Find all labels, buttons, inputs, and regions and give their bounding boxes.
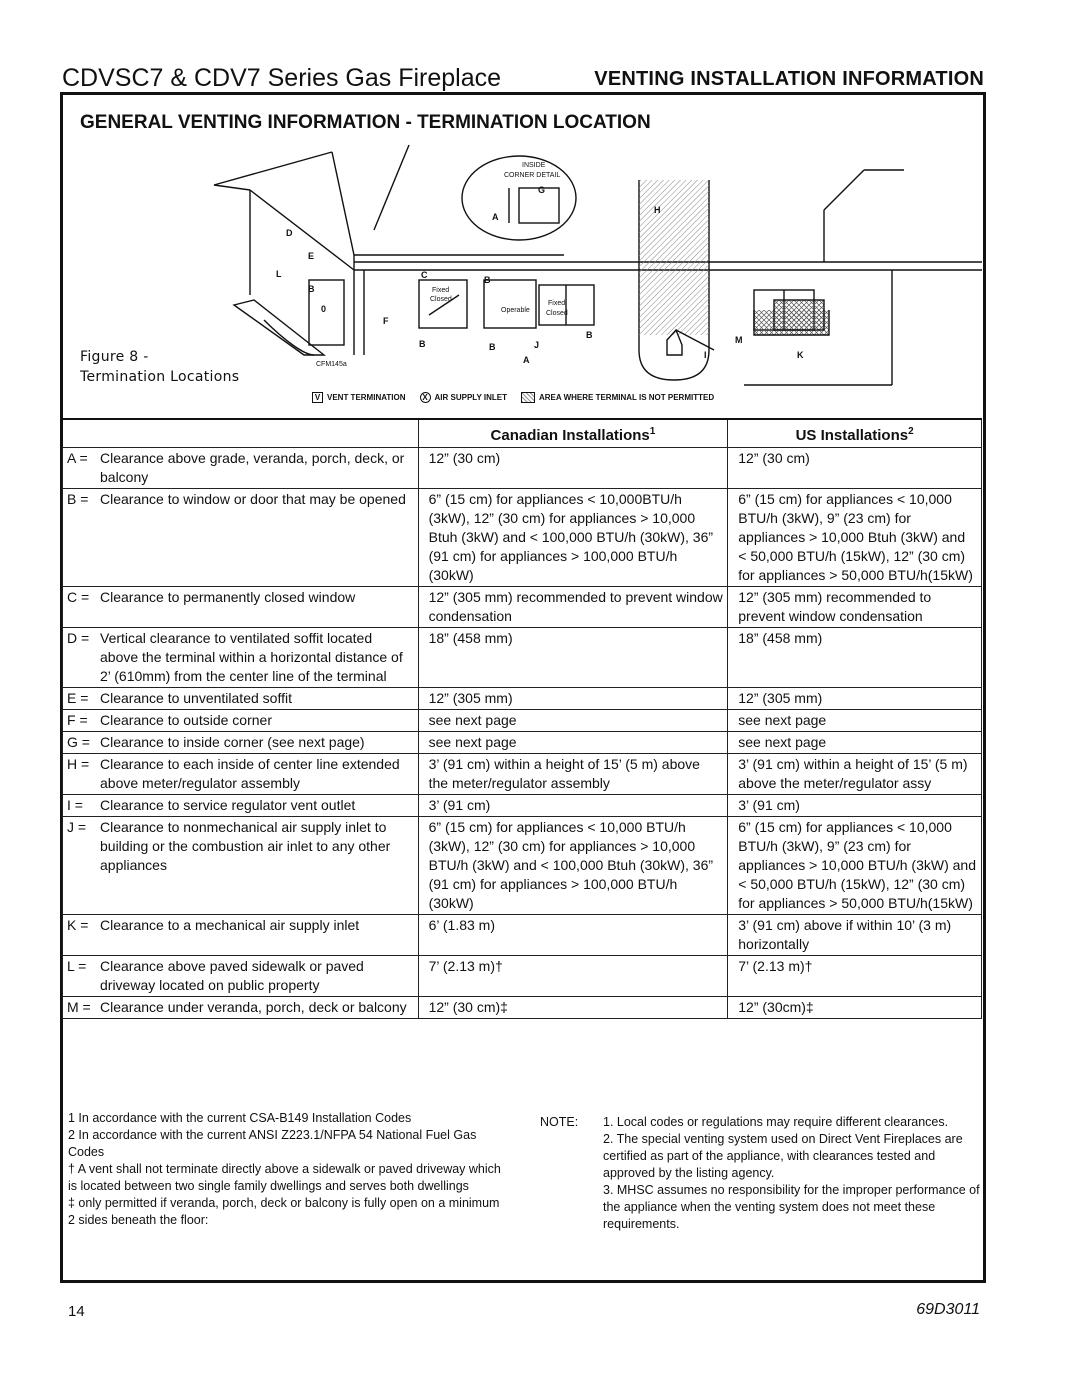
table-row bbox=[63, 710, 982, 732]
operable-label: Operable bbox=[501, 307, 530, 314]
figure-caption bbox=[80, 347, 239, 387]
table-row bbox=[63, 997, 982, 1019]
canadian-value: 12” (305 mm) recommended to prevent window condensation bbox=[418, 587, 728, 628]
row-label-cell bbox=[63, 732, 419, 754]
note-2: 2. The special venting system used on Direct Vent Fireplaces are certified as part of the appliance, with clearances tested and approved by the listing agency. bbox=[603, 1132, 963, 1180]
canadian-value: 6’ (1.83 m) bbox=[418, 915, 728, 956]
row-key: G = bbox=[67, 734, 90, 750]
canadian-value: 3’ (91 cm) within a height of 15’ (5 m) above the meter/regulator assembly bbox=[418, 754, 728, 795]
canadian-value: 18” (458 mm) bbox=[418, 628, 728, 688]
canadian-value: 12” (30 cm)‡ bbox=[418, 997, 728, 1019]
label-f: F bbox=[383, 316, 389, 326]
row-key: K = bbox=[67, 917, 89, 933]
inset-title-1: INSIDE bbox=[522, 162, 546, 169]
row-label: Clearance to a mechanical air supply inlet bbox=[100, 917, 360, 933]
us-value: 6” (15 cm) for appliances < 10,000 BTU/h (3kW), 9” (23 cm) for appliances > 10,000 Btuh (3kW) and < 50,000 BTU/h (15kW), 12” (30 cm) for appliances > 50,000 BTU/h(15kW) bbox=[728, 489, 982, 587]
row-label-cell bbox=[63, 587, 419, 628]
closed-label-2: Closed bbox=[546, 310, 568, 317]
label-zero: 0 bbox=[321, 304, 327, 314]
us-value: 7’ (2.13 m)† bbox=[728, 956, 982, 997]
note-1: 1. Local codes or regulations may require different clearances. bbox=[603, 1115, 949, 1129]
row-label: Clearance above grade, veranda, porch, deck, or balcony bbox=[100, 450, 405, 485]
footnote-dagger: † A vent shall not terminate directly above a sidewalk or paved driveway which is located between two single family dwellings and serves both dwellings bbox=[68, 1162, 501, 1193]
label-b-low2: B bbox=[489, 342, 496, 352]
us-value: 3’ (91 cm) above if within 10’ (3 m) horizontally bbox=[728, 915, 982, 956]
section-header: VENTING INSTALLATION INFORMATION bbox=[594, 68, 984, 90]
label-c: C bbox=[421, 270, 428, 280]
clearance-table bbox=[62, 418, 982, 1019]
table-row bbox=[63, 956, 982, 997]
table-row bbox=[63, 489, 982, 587]
note-prefix: NOTE: bbox=[540, 1115, 579, 1129]
row-label-cell bbox=[63, 710, 419, 732]
footnote-ddagger: ‡ only permitted if veranda, porch, deck or balcony is fully open on a minimum 2 sides beneath the floor: bbox=[68, 1196, 500, 1227]
row-label-cell bbox=[63, 489, 419, 587]
table-row bbox=[63, 817, 982, 915]
label-m: M bbox=[735, 335, 743, 345]
row-key: F = bbox=[67, 712, 88, 728]
legend-air-supply bbox=[420, 392, 507, 403]
label-j: J bbox=[534, 340, 540, 350]
legend-vent-termination bbox=[312, 392, 406, 403]
row-label: Clearance to unventilated soffit bbox=[100, 690, 292, 706]
document-title: CDVSC7 & CDV7 Series Gas Fireplace bbox=[62, 64, 502, 92]
legend-not-permitted-label: AREA WHERE TERMINAL IS NOT PERMITTED bbox=[538, 393, 715, 402]
label-b-left: B bbox=[308, 284, 315, 294]
label-b-low: B bbox=[419, 339, 426, 349]
row-key: L = bbox=[67, 958, 87, 974]
label-k: K bbox=[797, 350, 804, 360]
footnote-1: 1 In accordance with the current CSA-B149 Installation Codes bbox=[68, 1111, 412, 1125]
us-value: 12” (305 mm) bbox=[728, 688, 982, 710]
table-row bbox=[63, 754, 982, 795]
table-header-row bbox=[63, 419, 982, 448]
page-number: 14 bbox=[68, 1303, 85, 1320]
legend-not-permitted bbox=[521, 392, 714, 403]
us-value: 3’ (91 cm) bbox=[728, 795, 982, 817]
table-row bbox=[63, 795, 982, 817]
row-label: Clearance under veranda, porch, deck or balcony bbox=[100, 999, 407, 1015]
row-key: M = bbox=[67, 999, 91, 1015]
row-label: Clearance to inside corner (see next page) bbox=[100, 734, 365, 750]
air-supply-inlet-icon: X bbox=[420, 392, 431, 403]
row-label-cell bbox=[63, 448, 419, 489]
document-code: 69D3011 bbox=[916, 1301, 980, 1318]
row-key: C = bbox=[67, 589, 90, 605]
legend-vent-label: VENT TERMINATION bbox=[327, 393, 406, 402]
table-row bbox=[63, 732, 982, 754]
row-key: E = bbox=[67, 690, 89, 706]
figure-legend bbox=[312, 392, 728, 403]
us-value: see next page bbox=[728, 732, 982, 754]
row-label-cell bbox=[63, 754, 419, 795]
label-b-top: B bbox=[484, 275, 491, 285]
row-label: Clearance to each inside of center line extended above meter/regulator assembly bbox=[100, 756, 400, 791]
table-row bbox=[63, 915, 982, 956]
row-label: Clearance to window or door that may be opened bbox=[100, 491, 406, 507]
us-value: 12” (30 cm) bbox=[728, 448, 982, 489]
label-a: A bbox=[523, 355, 530, 365]
table-row bbox=[63, 688, 982, 710]
row-label-cell bbox=[63, 956, 419, 997]
row-key: J = bbox=[67, 819, 87, 835]
table-row bbox=[63, 448, 982, 489]
closed-label: Closed bbox=[430, 296, 452, 303]
label-b-right: B bbox=[586, 330, 593, 340]
row-label: Clearance to outside corner bbox=[100, 712, 272, 728]
row-label-cell bbox=[63, 795, 419, 817]
row-key: A = bbox=[67, 450, 88, 466]
canadian-value: 12” (305 mm) bbox=[418, 688, 728, 710]
row-label: Clearance to nonmechanical air supply inlet to building or the combustion air inlet to any other appliances bbox=[100, 819, 391, 873]
row-label: Clearance to service regulator vent outlet bbox=[100, 797, 356, 813]
canadian-value: 12” (30 cm) bbox=[418, 448, 728, 489]
row-key: B = bbox=[67, 491, 89, 507]
label-e: E bbox=[308, 251, 315, 261]
footnotes bbox=[68, 1110, 508, 1229]
vent-termination-icon: V bbox=[312, 392, 323, 403]
label-a-inset: A bbox=[492, 212, 499, 222]
canadian-value: see next page bbox=[418, 710, 728, 732]
footnote-2: 2 In accordance with the current ANSI Z223.1/NFPA 54 National Fuel Gas Codes bbox=[68, 1128, 477, 1159]
row-label-cell bbox=[63, 915, 419, 956]
figure-caption-line2: Termination Locations bbox=[80, 369, 240, 385]
figure-caption-line1: Figure 8 - bbox=[80, 349, 149, 365]
label-h: H bbox=[654, 205, 661, 215]
fixed-label-2: Fixed bbox=[548, 300, 566, 307]
inset-title-2: CORNER DETAIL bbox=[504, 172, 561, 179]
row-key: H = bbox=[67, 756, 90, 772]
note-3: 3. MHSC assumes no responsibility for the improper performance of the appliance when the venting system does not meet these requirements. bbox=[603, 1183, 980, 1231]
label-d: D bbox=[286, 228, 293, 238]
table-row bbox=[63, 628, 982, 688]
canadian-value: see next page bbox=[418, 732, 728, 754]
row-key: D = bbox=[67, 630, 90, 646]
canadian-value: 6” (15 cm) for appliances < 10,000BTU/h (3kW), 12” (30 cm) for appliances > 10,000 Btuh (3kW) and < 100,000 BTU/h (30kW), 36” (91 cm) for appliances > 100,000 BTU/h (30kW) bbox=[418, 489, 728, 587]
header-us: US Installations$^2$ bbox=[728, 419, 982, 448]
us-value: 18” (458 mm) bbox=[728, 628, 982, 688]
canadian-value: 3’ (91 cm) bbox=[418, 795, 728, 817]
legend-air-label: AIR SUPPLY INLET bbox=[434, 393, 507, 402]
row-label-cell bbox=[63, 817, 419, 915]
table-row bbox=[63, 587, 982, 628]
canadian-value: 7’ (2.13 m)† bbox=[418, 956, 728, 997]
row-label-cell bbox=[63, 628, 419, 688]
fixed-label: Fixed bbox=[432, 287, 450, 294]
label-l: L bbox=[276, 269, 282, 279]
us-value: 12” (305 mm) recommended to prevent window condensation bbox=[728, 587, 982, 628]
notes bbox=[540, 1114, 980, 1233]
header-blank bbox=[63, 419, 419, 448]
us-value: 6” (15 cm) for appliances < 10,000 BTU/h (3kW), 9” (23 cm) for appliances > 10,000 BTU/h (3kW) and < 50,000 BTU/h (15kW), 12” (30 cm) for appliances > 50,000 BTU/h(15kW) bbox=[728, 817, 982, 915]
row-key: I = bbox=[67, 797, 83, 813]
label-i: I bbox=[704, 350, 707, 360]
header-canadian: Canadian Installations$^1$ bbox=[418, 419, 728, 448]
row-label: Vertical clearance to ventilated soffit located above the terminal within a horizontal distance of 2’ (610mm) from the center line of the terminal bbox=[100, 630, 403, 684]
us-value: see next page bbox=[728, 710, 982, 732]
row-label-cell bbox=[63, 688, 419, 710]
row-label: Clearance to permanently closed window bbox=[100, 589, 356, 605]
row-label-cell bbox=[63, 997, 419, 1019]
section-title: GENERAL VENTING INFORMATION - TERMINATION LOCATION bbox=[80, 112, 651, 133]
figure-code: CFM145a bbox=[316, 361, 347, 368]
canadian-value: 6” (15 cm) for appliances < 10,000 BTU/h (3kW), 12” (30 cm) for appliances > 10,000 BTU/h (3kW) and < 100,000 Btuh (30kW), 36” (91 cm) for appliances > 100,000 BTU/h (30kW) bbox=[418, 817, 728, 915]
hatched-area-icon bbox=[521, 392, 535, 403]
row-label: Clearance above paved sidewalk or paved driveway located on public property bbox=[100, 958, 364, 993]
label-g: G bbox=[538, 185, 546, 195]
us-value: 3’ (91 cm) within a height of 15’ (5 m) above the meter/regulator assy bbox=[728, 754, 982, 795]
us-value: 12” (30cm)‡ bbox=[728, 997, 982, 1019]
